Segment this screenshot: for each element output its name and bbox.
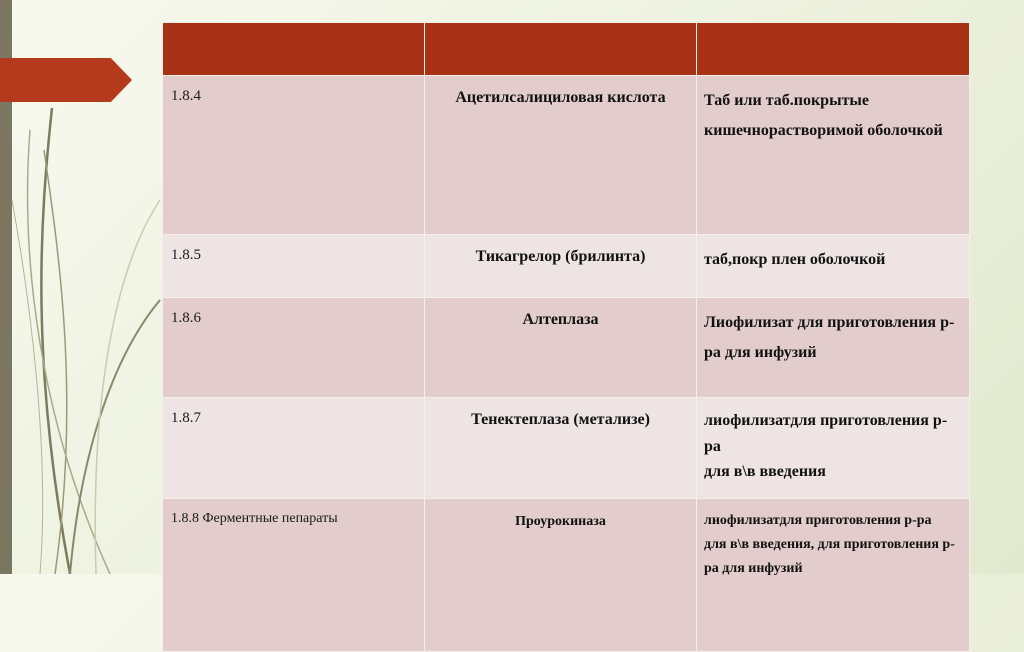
table-row xyxy=(163,499,970,652)
form-cell: лиофилизатдля приготовления р-ра для в\в введения xyxy=(697,398,970,499)
medication-table xyxy=(162,22,970,652)
drug-name-cell: Тенектеплаза (метализе) xyxy=(425,398,697,499)
code-cell: 1.8.5 xyxy=(163,235,425,298)
form-cell: таб,покр плен оболочкой xyxy=(697,235,970,298)
form-cell: Таб или таб.покрытые кишечнорастворимой оболочкой xyxy=(697,76,970,235)
code-cell: 1.8.6 xyxy=(163,298,425,398)
form-cell: лиофилизатдля приготовления р-ра для в\в введения, для приготовления р-ра для инфузий xyxy=(697,499,970,652)
code-cell: 1.8.7 xyxy=(163,398,425,499)
table-row xyxy=(163,298,970,398)
form-cell: Лиофилизат для приготовления р-ра для инфузий xyxy=(697,298,970,398)
table-row xyxy=(163,235,970,298)
table-header-row xyxy=(163,23,970,76)
header-cell xyxy=(697,23,970,76)
header-cell xyxy=(163,23,425,76)
header-cell xyxy=(425,23,697,76)
table-row xyxy=(163,398,970,499)
drug-name-cell: Ацетилсалициловая кислота xyxy=(425,76,697,235)
drug-name-cell: Тикагрелор (брилинта) xyxy=(425,235,697,298)
drug-name-cell: Алтеплаза xyxy=(425,298,697,398)
code-cell: 1.8.4 xyxy=(163,76,425,235)
table-row xyxy=(163,76,970,235)
drug-name-cell: Проурокиназа xyxy=(425,499,697,652)
code-cell: 1.8.8 Ферментные пепараты xyxy=(163,499,425,652)
